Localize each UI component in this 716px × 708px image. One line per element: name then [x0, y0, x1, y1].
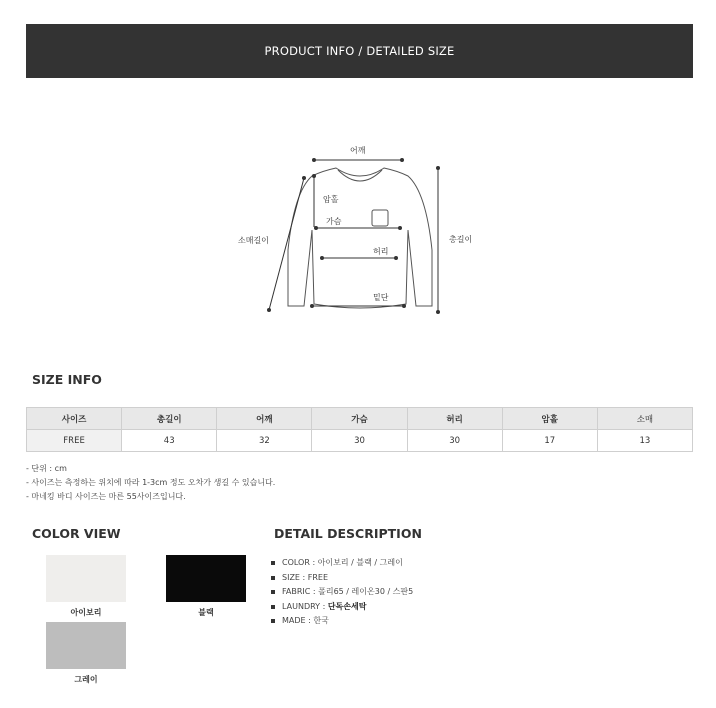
- bullet-icon: [271, 605, 275, 609]
- detail-color-value: 아이보리 / 블랙 / 그레이: [317, 558, 403, 567]
- detail-laundry-value: 단독손세탁: [327, 601, 367, 611]
- cell-sleeve: 13: [597, 430, 692, 452]
- header-length: 총길이: [122, 408, 217, 430]
- note-mannequin: - 마네킹 바디 사이즈는 마른 55사이즈입니다.: [26, 492, 186, 501]
- detail-list: [270, 556, 413, 629]
- tshirt-outline: [288, 168, 432, 308]
- length-measure: [436, 166, 472, 314]
- bullet-icon: [271, 590, 275, 594]
- list-item: [270, 571, 413, 586]
- hem-measure: [310, 292, 406, 308]
- detail-description-title: DETAIL DESCRIPTION: [274, 526, 422, 541]
- detail-size-label: SIZE :: [282, 572, 308, 582]
- cell-chest: 30: [312, 430, 407, 452]
- color-label-gray: 그레이: [74, 675, 98, 684]
- bullet-icon: [271, 561, 275, 565]
- color-label-black: 블랙: [198, 608, 214, 617]
- waist-measure: [320, 246, 398, 260]
- cell-armhole: 17: [502, 430, 597, 452]
- bullet-icon: [271, 576, 275, 580]
- list-item: [270, 556, 413, 571]
- header-armhole: 암홀: [502, 408, 597, 430]
- detail-size-value: FREE: [307, 572, 329, 582]
- color-label-ivory: 아이보리: [70, 608, 102, 617]
- tshirt-diagram-svg: [230, 140, 490, 320]
- label-waist: 허리: [373, 247, 389, 256]
- banner-title: PRODUCT INFO / DETAILED SIZE: [264, 44, 455, 58]
- label-shoulder: 어깨: [350, 146, 366, 155]
- sleeve-measure: [238, 176, 306, 312]
- cell-shoulder: 32: [217, 430, 312, 452]
- detail-laundry-label: LAUNDRY :: [282, 601, 328, 611]
- label-armhole: 암홀: [323, 195, 339, 204]
- size-table: [26, 407, 693, 452]
- cell-size: FREE: [27, 430, 122, 452]
- detail-fabric-label: FABRIC :: [282, 587, 319, 596]
- cell-length: 43: [122, 430, 217, 452]
- color-view-title: COLOR VIEW: [32, 526, 121, 541]
- detail-made-label: MADE :: [282, 616, 314, 625]
- list-item: [270, 585, 413, 600]
- shoulder-measure: [312, 145, 404, 162]
- header-chest: 가슴: [312, 408, 407, 430]
- size-notes: [26, 462, 275, 504]
- header-sleeve: 소매: [597, 408, 692, 430]
- note-unit: - 단위 : cm: [26, 464, 67, 473]
- color-swatch-gray: [46, 622, 126, 669]
- label-chest: 가슴: [326, 217, 342, 226]
- chest-measure: [314, 216, 402, 230]
- detail-color-label: COLOR :: [282, 558, 318, 567]
- product-info-banner: [26, 24, 693, 78]
- header-size: 사이즈: [27, 408, 122, 430]
- header-waist: 허리: [407, 408, 502, 430]
- header-shoulder: 어깨: [217, 408, 312, 430]
- label-sleeve: 소매길이: [238, 236, 269, 245]
- color-swatch-black: [166, 555, 246, 602]
- label-hem: 밑단: [373, 293, 389, 302]
- note-tolerance: - 사이즈는 측정하는 위치에 따라 1-3cm 정도 오차가 생길 수 있습니다.: [26, 478, 276, 487]
- label-length: 총길이: [449, 235, 473, 244]
- size-info-title: SIZE INFO: [32, 372, 102, 387]
- cell-waist: 30: [407, 430, 502, 452]
- size-diagram: [230, 140, 490, 320]
- list-item: [270, 600, 413, 615]
- table-row: [27, 430, 693, 452]
- detail-fabric-value: 폴리65 / 레이온30 / 스판5: [318, 587, 414, 596]
- list-item: [270, 614, 413, 629]
- detail-made-value: 한국: [313, 616, 329, 625]
- size-table-header-row: [27, 408, 693, 430]
- color-swatch-ivory: [46, 555, 126, 602]
- bullet-icon: [271, 619, 275, 623]
